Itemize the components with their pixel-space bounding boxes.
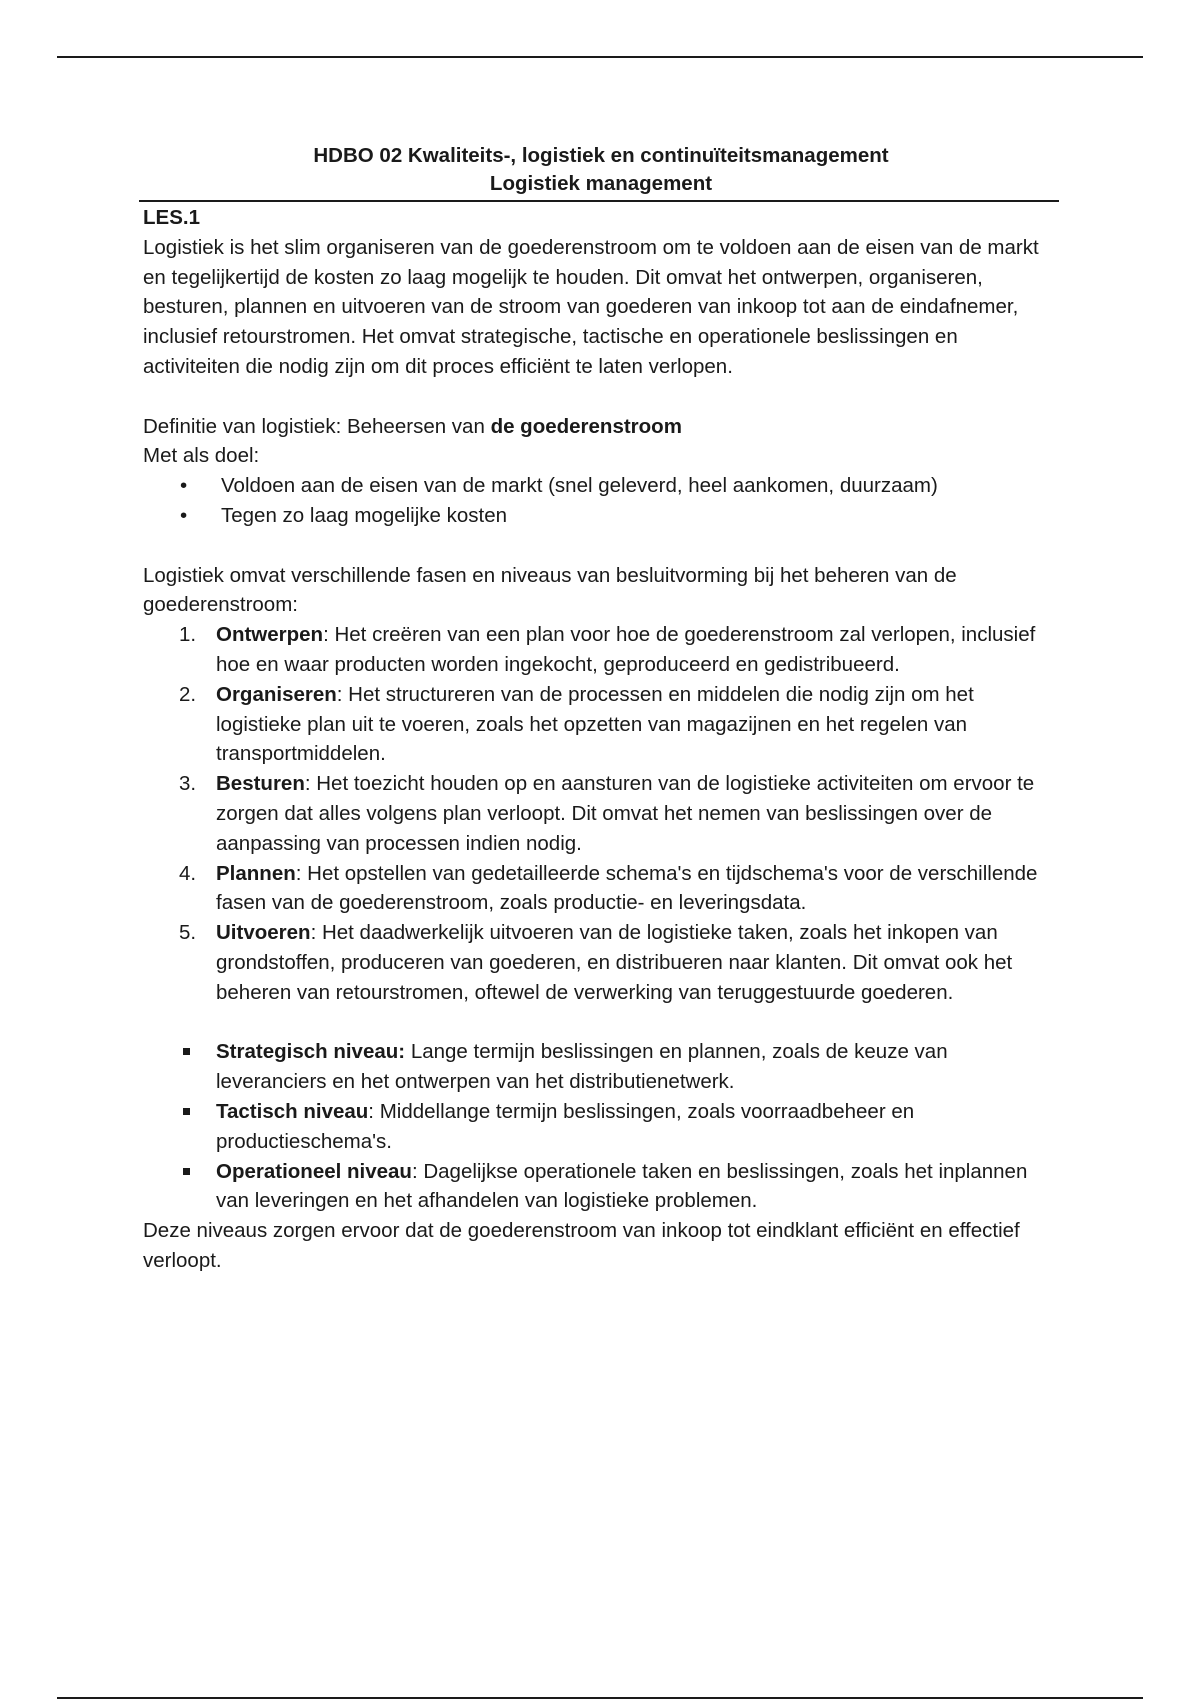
phase-term: Uitvoeren [216,921,311,945]
phase-term: Plannen [216,861,296,885]
phase-number: 4. [179,861,197,885]
phase-number: 3. [179,772,197,796]
list-item [143,859,1059,919]
goal-text: Tegen zo laag mogelijke kosten [221,503,508,527]
levels-list [143,1037,1059,1216]
goal-label: Met als doel: [143,444,260,468]
document-title [143,142,1059,198]
page-top-rule [57,56,1143,58]
phase-text: : Het creëren van een plan voor hoe de goederenstroom zal verlopen, inclusief hoe en waar producten worden ingekocht, geproduceerd en gedistribueerd. [216,623,1036,676]
phase-text: : Het daadwerkelijk uitvoeren van de logistieke taken, zoals het inkopen van grondstoffen, produceren van goederen, en distribueren naar klanten. Dit omvat ook het beheren van retourstromen, oftewel de verwerking van teruggestuurde goederen. [216,921,1013,1004]
list-item [143,1157,1059,1217]
list-item [143,620,1059,680]
document-body [143,142,1059,1276]
phase-text: : Het toezicht houden op en aansturen van de logistieke activiteiten om ervoor te zorgen dat alles volgens plan verloopt. Dit omvat het nemen van beslissingen over de aanpassing van processen indien nodig. [216,772,1035,855]
intro-paragraph: Logistiek is het slim organiseren van de goederenstroom om te voldoen aan de eisen van de markt en tegelijkertijd de kosten zo laag mogelijk te houden. Dit omvat het ontwerpen, organiseren, besturen, plannen en uitvoeren van de stroom van goederen van inkoop tot aan de eindafnemer, inclusief retourstromen. Het omvat strategische, tactische en operationele beslissingen en activiteiten die nodig zijn om dit proces efficiënt te laten verlopen. [143,235,1039,378]
goal-text: Voldoen aan de eisen van de markt (snel geleverd, heel aankomen, duurzaam) [221,474,938,498]
title-underline [139,200,1059,202]
list-item [143,680,1059,769]
list-item [143,1037,1059,1097]
list-item [143,918,1059,1007]
square-bullet-icon [183,1168,190,1175]
phase-term: Organiseren [216,682,337,706]
phase-term: Besturen [216,772,305,796]
page-bottom-rule [57,1697,1143,1699]
bullet-mark: • [180,503,188,527]
title-line-1: HDBO 02 Kwaliteits-, logistiek en continuïteitsmanagement [313,144,889,167]
level-text: : Dagelijkse operationele taken en beslissingen, zoals het inplannen van leveringen en het afhandelen van logistieke problemen. [216,1159,1028,1213]
level-text: Lange termijn beslissingen en plannen, zoals de keuze van leveranciers en het ontwerpen van het distributienetwerk. [216,1040,948,1094]
level-term: Strategisch niveau: [216,1040,406,1064]
phases-list [143,620,1059,1007]
phase-text: : Het opstellen van gedetailleerde schema's en tijdschema's voor de verschillende fasen van de goederenstroom, zoals productie- en leveringsdata. [216,861,1038,915]
level-term: Tactisch niveau [216,1099,369,1123]
goals-list [143,471,1059,531]
bullet-mark: • [180,474,188,498]
phase-number: 1. [179,623,197,647]
phase-number: 5. [179,921,197,945]
definition-bold: de goederenstroom [490,414,682,438]
square-bullet-icon [183,1048,190,1055]
title-line-2: Logistiek management [489,172,713,195]
conclusion-paragraph: Deze niveaus zorgen ervoor dat de goederenstroom van inkoop tot eindklant efficiënt en effectief verloopt. [143,1219,1020,1272]
list-item [143,769,1059,858]
list-item [143,1097,1059,1157]
list-item [143,501,1059,531]
phase-number: 2. [179,682,197,706]
square-bullet-icon [183,1108,190,1115]
phases-intro: Logistiek omvat verschillende fasen en niveaus van besluitvorming bij het beheren van de goederenstroom: [143,563,957,617]
definition-line [143,412,1059,442]
level-text: : Middellange termijn beslissingen, zoals voorraadbeheer en productieschema's. [216,1099,915,1153]
list-item [143,471,1059,501]
phase-term: Ontwerpen [216,623,324,647]
level-term: Operationeel niveau [216,1159,412,1183]
phase-text: : Het structureren van de processen en middelen die nodig zijn om het logistieke plan uit te voeren, zoals het opzetten van magazijnen en het regelen van transportmiddelen. [216,682,974,766]
definition-prefix: Definitie van logistiek: Beheersen van [143,414,491,438]
lesson-heading: LES.1 [143,206,200,229]
